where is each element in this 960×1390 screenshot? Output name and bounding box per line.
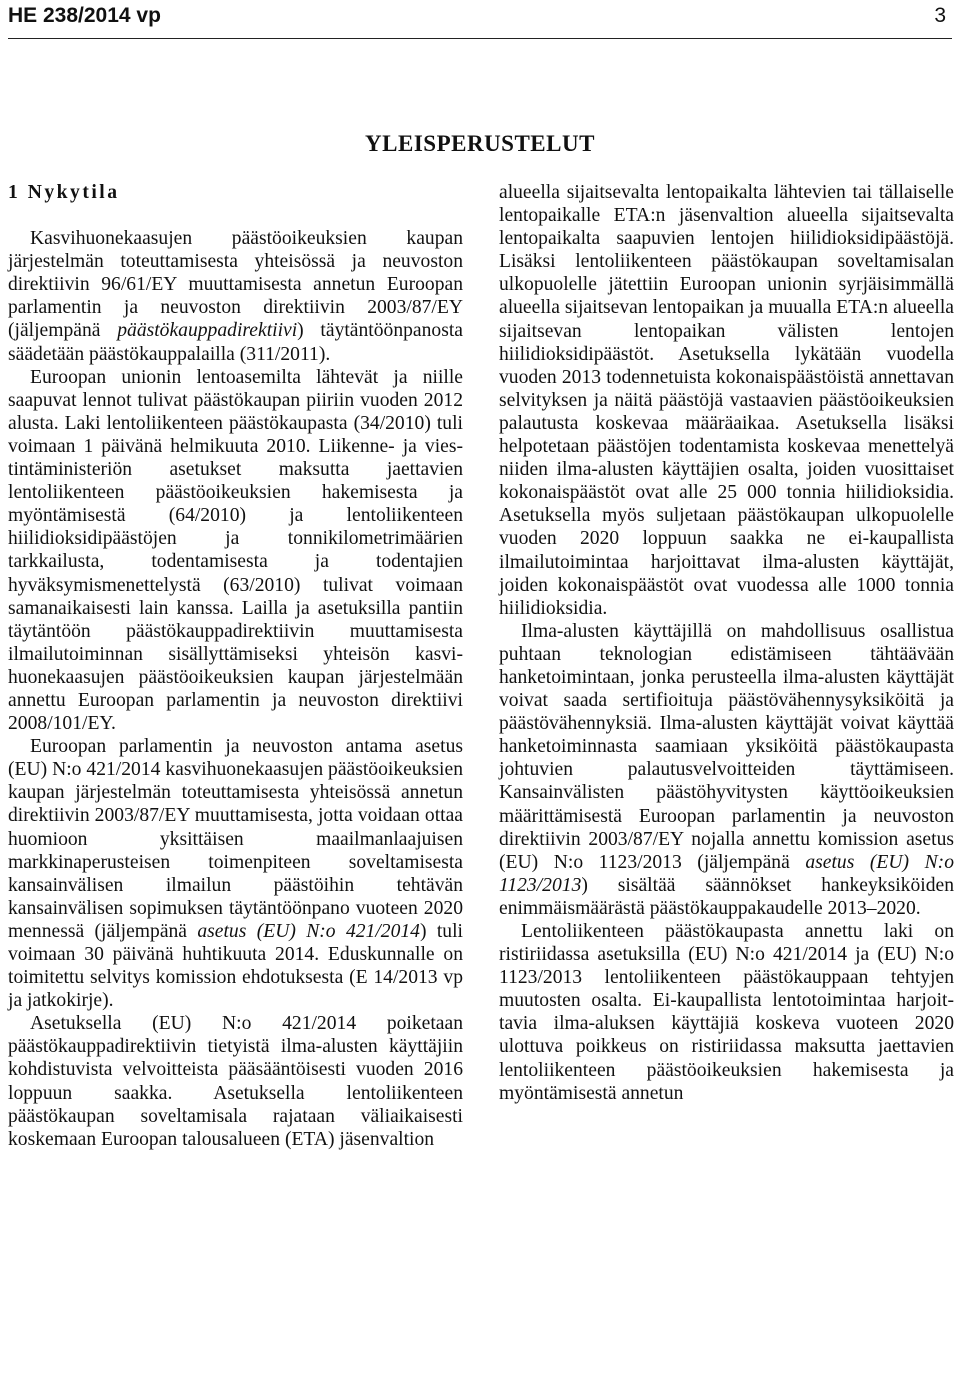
paragraph-7: Lentoliikenteen päästökaupasta annettu laki on ristiriidassa asetuksilla (EU) N:o 421/2014 ja (EU) N:o 1123/2013 lentoliikenteen päästökauppaan tehtyjen muutosten osalta. Ei-kaupallista lentotoimintaa harjoittavia ilma-aluksen käyttäjiä koskeva vuoteen 2020 ulottuva poikkeus on ristiriidassa maksutta jaettavien lentoliikenteen päästöoikeuksien hakemisesta ja myöntämisestä annetun xyxy=(499,921,954,1104)
paragraph-4: Asetuksella (EU) N:o 421/2014 poiketaan päästökauppadirektiivin tietyistä ilma-alusten käyttäjiin kohdistuvista velvoitteista pääsääntöisesti vuoden 2016 loppuun saakka. Asetuksella lentoliikenteen päästökaupan soveltamisala rajataan väliaikaisesti koskemaan Euroopan talousalueen (ETA) jäsenvaltion xyxy=(8,1013,463,1150)
paragraph-3-italic: asetus (EU) N:o 421/2014 xyxy=(197,920,420,942)
section-title: YLEISPERUSTELUT xyxy=(365,131,595,156)
paragraph-6-text-a: Ilma-alusten käyttäjillä on mahdollisuus osallistua puhtaan teknologian edistämiseen tähtäävään hanketoimintaan, jonka perusteella ilma-alusten käyttäjät voivat saada sertifioituja päästövähennysyksiköitä ja päästövähennyksiä. Ilma-alusten käyttäjät voivat käyttää hanketoiminnasta saamiaan yksiköitä päästökaupasta johtuvien palautusvelvoitteiden täyttämiseen. Kansainvälisten päästöhyvitysten käyttöoikeuksien määrittämisestä Euroopan parlamentin ja neuvoston direktiivin 2003/87/EY nojalla annettu komission asetus (EU) N:o 1123/2013 (jäljempänä xyxy=(499,620,954,873)
paragraph-3-text-a: Euroopan parlamentin ja neuvoston antama asetus (EU) N:o 421/2014 kasvihuonekaasujen päästöoikeuksien kaupan järjestelmän toteuttamisesta yhteisössä annetun direktiivin 2003/87/EY muuttamisesta, jotta voidaan ottaa huomioon yksittäisen maailmanlaajuisen markkinaperusteisen toimenpiteen soveltamisesta kansainvälisen ilmailun päästöihin tehtävän kansainvälisen sopimuksen täytäntöönpano vuoteen 2020 mennessä (jäljempänä xyxy=(8,736,463,942)
right-column xyxy=(499,181,954,1105)
paragraph-6 xyxy=(499,620,954,920)
paragraph-1-text-a: Kasvihuonekaasujen päästöoikeuksien kaupan järjestelmän toteuttamisesta yhteisössä ja neuvoston direktiivin 96/61/EY muuttamisesta annetun Euroopan parlamentin ja neuvoston direktiivin 2003/87/EY (jäljempänä xyxy=(8,228,463,342)
paragraph-3-text-b: ) tuli voimaan 30 päivänä huhtikuuta 2014. Eduskunnalle on toimitettu selvitys komission ehdotuksesta (E 14/2013 vp ja jatkokirje). xyxy=(8,920,463,1012)
page-header xyxy=(0,4,960,36)
paragraph-1-italic: päästökauppadirektiivi xyxy=(117,320,298,342)
header-rule xyxy=(8,38,952,39)
page-number: 3 xyxy=(934,4,946,27)
left-column xyxy=(8,181,463,1151)
paragraph-3 xyxy=(8,735,463,1012)
paragraph-6-italic: asetus (EU) N:o 1123/2013 xyxy=(499,851,954,896)
document-id: HE 238/2014 vp xyxy=(8,4,161,27)
paragraph-5: alueella sijaitsevalta lentopaikalta lähtevien tai tällaiselle lentopaikalle ETA:n jäsenvaltion alueella sijaitsevalta lentopaikalta saapuvien lentojen hiilidioksidipäästöjä. Lisäksi lentoliikenteen päästökaupan soveltamisalan ulkopuolelle jätettiin Euroopan unionin syrjäisimmällä alueella sijaitsevan lentopaikan ja muualla ETA:n alueella sijaitsevan lentopaikan välisten lentojen hiilidioksidipäästöt. Asetuksella lykätään vuodella vuoden 2013 todennetuista kokonaispäästöistä annettavan selvityksen ja näitä päästöjä vastaavien päästöoikeuksien palautusta koskevaa määräaikaa. Asetuksella lisäksi helpotetaan päästöjen todentamista koskevaa menettelyä niiden ilma-alusten käyttäjien osalta, joiden vuosittaiset kokonaispäästöt ovat alle 25 000 tonnia hiilidioksidia. Asetuksella myös suljetaan päästökaupan ulkopuolelle vuoden 2020 loppuun saakka ne ei-kaupallista ilmailutoimintaa harjoittavat ilma-alusten käyttäjät, joiden kokonaispäästöt ovat vuodessa alle 1000 tonnia hiilidioksidia. xyxy=(499,182,954,619)
subheading: 1 Nykytila xyxy=(8,182,120,203)
paragraph-6-text-b: ) sisältää säännökset hankeyksiköiden enimmäismäärästä päästökauppakaudelle 2013–2020. xyxy=(499,874,954,919)
paragraph-1 xyxy=(8,227,463,366)
paragraph-1-text-b: ) täytäntöönpanosta säädetään päästökauppalailla (311/2011). xyxy=(8,320,463,365)
paragraph-2: Euroopan unionin lentoasemilta lähtevät ja niille saapuvat lennot tulivat päästökaupan piiriin vuoden 2012 alusta. Laki lentoliikenteen päästökaupasta (34/2010) tuli voimaan 1 päivänä helmikuuta 2010. Liikenne- ja viestintäministeriön asetukset maksutta jaettavien lentoliikenteen päästöoikeuksien hakemisesta ja myöntämisestä (64/2010) ja lentoliikenteen hiilidioksidipäästöjen ja tonnikilometrimäärien tarkkailusta, todentamisesta ja todentajien hyväksymismenettelystä (63/2010) tulivat voimaan samanaikaisesti lain kanssa. Lailla ja asetuksilla pantiin täytäntöön päästökauppadirektiivin muuttamisesta ilmailutoiminnan sisällyttämiseksi yhteisön kasvihuonekaasujen päästöoikeuksien kaupan järjestelmään annettu Euroopan parlamentin ja neuvoston direktiivi 2008/101/EY. xyxy=(8,366,463,735)
